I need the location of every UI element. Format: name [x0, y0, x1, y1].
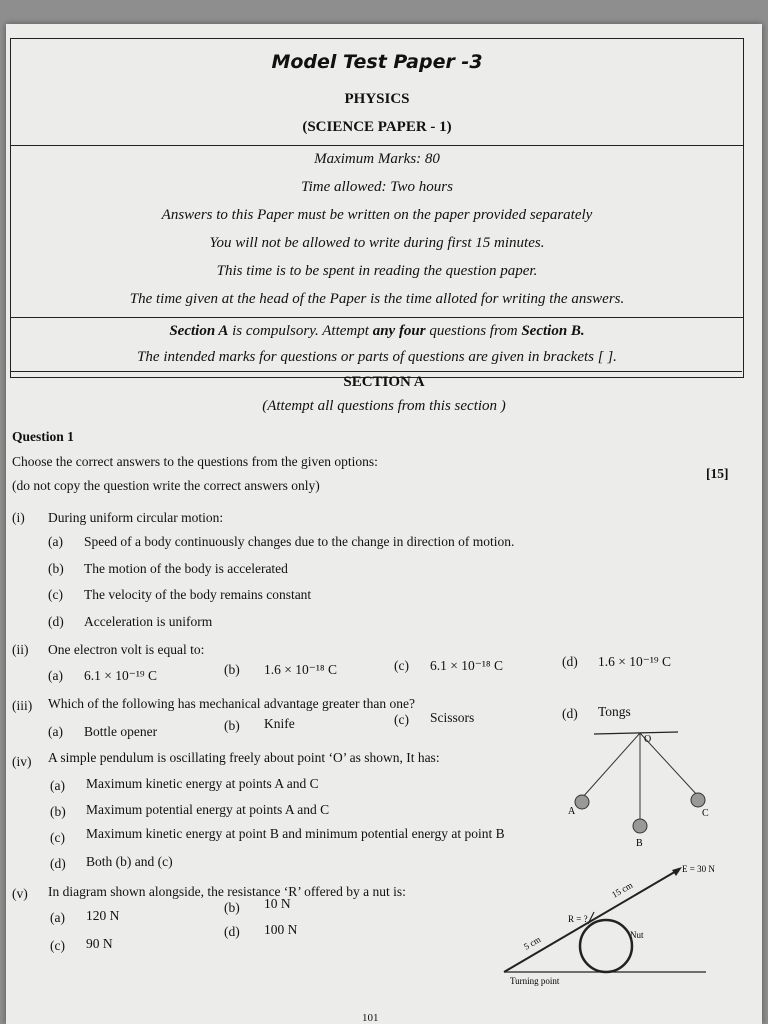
- section-a-subtitle: (Attempt all questions from this section ): [262, 398, 506, 414]
- question-label: Question 1: [12, 429, 74, 444]
- page-number: 101: [362, 1012, 379, 1024]
- effort-label: E = 30 N: [682, 864, 715, 874]
- q-ii-opt-a: 6.1 × 10⁻¹⁹ C: [84, 668, 157, 683]
- nut-label: Nut: [630, 930, 644, 940]
- q-iii-opt-c-key: (c): [394, 712, 409, 727]
- section-a-title: SECTION A: [343, 374, 425, 390]
- pendulum-diagram: [566, 724, 716, 854]
- q-i-number: (i): [12, 510, 25, 525]
- q-i-opt-d: Acceleration is uniform: [84, 614, 213, 629]
- q-v-opt-d-key: (d): [224, 924, 240, 939]
- q-i-text: During uniform circular motion:: [48, 510, 224, 525]
- q-iv-opt-d-key: (d): [50, 856, 66, 871]
- length-15cm-label: 15 cm: [610, 879, 635, 900]
- q-v-opt-a-key: (a): [50, 910, 65, 925]
- instruction-1: Answers to this Paper must be written on the paper provided separately: [161, 207, 593, 223]
- max-marks: Maximum Marks: 80: [314, 151, 440, 167]
- q-iii-opt-b: Knife: [264, 716, 295, 731]
- q-i-opt-c: The velocity of the body remains constant: [84, 587, 312, 602]
- q-ii-number: (ii): [12, 642, 29, 657]
- q-iii-opt-c: Scissors: [430, 710, 475, 725]
- q-iv-text: A simple pendulum is oscillating freely about point ‘O’ as shown, It has:: [48, 750, 440, 765]
- q-iv-opt-b: Maximum potential energy at points A and C: [86, 802, 330, 817]
- pendulum-label-b: B: [636, 838, 643, 849]
- q-i-opt-a: Speed of a body continuously changes due to the change in direction of motion.: [84, 534, 515, 549]
- q-iii-opt-d-key: (d): [562, 706, 578, 721]
- q-v-opt-d: 100 N: [264, 922, 298, 937]
- q-iv-opt-c-key: (c): [50, 830, 65, 845]
- q-v-opt-c: 90 N: [86, 936, 113, 951]
- q-v-opt-b: 10 N: [264, 896, 291, 911]
- length-5cm-label: 5 cm: [522, 934, 543, 952]
- instruction-4: The time given at the head of the Paper is the time alloted for writing the answers.: [129, 291, 625, 307]
- q-iv-opt-b-key: (b): [50, 804, 66, 819]
- q-ii-opt-c-key: (c): [394, 658, 409, 673]
- q-iv-opt-a: Maximum kinetic energy at points A and C: [86, 776, 319, 791]
- q-ii-opt-c: 6.1 × 10⁻¹⁸ C: [430, 658, 503, 673]
- q-iv-number: (iv): [12, 754, 32, 769]
- instruction-2: You will not be allowed to write during first 15 minutes.: [209, 235, 545, 251]
- time-allowed: Time allowed: Two hours: [301, 179, 453, 195]
- q-v-opt-a: 120 N: [86, 908, 120, 923]
- q-ii-text: One electron volt is equal to:: [48, 642, 205, 657]
- question-instruction: Choose the correct answers to the questions from the given options:: [12, 454, 378, 469]
- paper-title: Model Test Paper -3: [271, 51, 483, 73]
- question-marks: [15]: [706, 466, 729, 481]
- q-ii-opt-b: 1.6 × 10⁻¹⁸ C: [264, 662, 337, 677]
- q-iii-opt-b-key: (b): [224, 718, 240, 733]
- header-box: [10, 38, 744, 378]
- subject-heading: PHYSICS: [344, 91, 410, 107]
- q-i-opt-b: The motion of the body is accelerated: [84, 561, 288, 576]
- question-note: (do not copy the question write the correct answers only): [12, 478, 320, 493]
- q-iii-opt-d: Tongs: [598, 704, 631, 719]
- turning-point-label: Turning point: [510, 976, 560, 986]
- pendulum-label-c: C: [702, 808, 709, 819]
- q-ii-opt-b-key: (b): [224, 662, 240, 677]
- q-v-opt-c-key: (c): [50, 938, 65, 953]
- q-ii-opt-d: 1.6 × 10⁻¹⁹ C: [598, 654, 671, 669]
- pendulum-label-o: O: [644, 734, 652, 745]
- q-v-opt-b-key: (b): [224, 900, 240, 915]
- lever-nut-diagram: [496, 854, 746, 988]
- q-iii-opt-a: Bottle opener: [84, 724, 158, 739]
- q-i-opt-b-key: (b): [48, 561, 64, 576]
- q-iv-opt-d: Both (b) and (c): [86, 854, 173, 869]
- q-v-text: In diagram shown alongside, the resistance ‘R’ offered by a nut is:: [48, 884, 406, 899]
- paper-heading: (SCIENCE PAPER - 1): [302, 119, 452, 135]
- resistance-label: R = ?: [568, 914, 588, 924]
- q-ii-opt-d-key: (d): [562, 654, 578, 669]
- q-iv-opt-c: Maximum kinetic energy at point B and minimum potential energy at point B: [86, 826, 505, 841]
- q-iii-number: (iii): [12, 698, 33, 713]
- q-iv-opt-a-key: (a): [50, 778, 65, 793]
- pendulum-label-a: A: [568, 806, 576, 817]
- q-i-opt-a-key: (a): [48, 534, 63, 549]
- section-note-1: Section A is compulsory. Attempt any four questions from Section B.: [169, 323, 585, 339]
- q-i-opt-c-key: (c): [48, 587, 63, 602]
- instruction-3: This time is to be spent in reading the question paper.: [216, 263, 538, 279]
- section-note-2: The intended marks for questions or parts of questions are given in brackets [ ].: [137, 349, 617, 365]
- q-iii-opt-a-key: (a): [48, 724, 63, 739]
- q-ii-opt-a-key: (a): [48, 668, 63, 683]
- q-v-number: (v): [12, 886, 28, 901]
- exam-page: [6, 24, 762, 1024]
- q-iii-text: Which of the following has mechanical advantage greater than one?: [48, 696, 415, 711]
- q-i-opt-d-key: (d): [48, 614, 64, 629]
